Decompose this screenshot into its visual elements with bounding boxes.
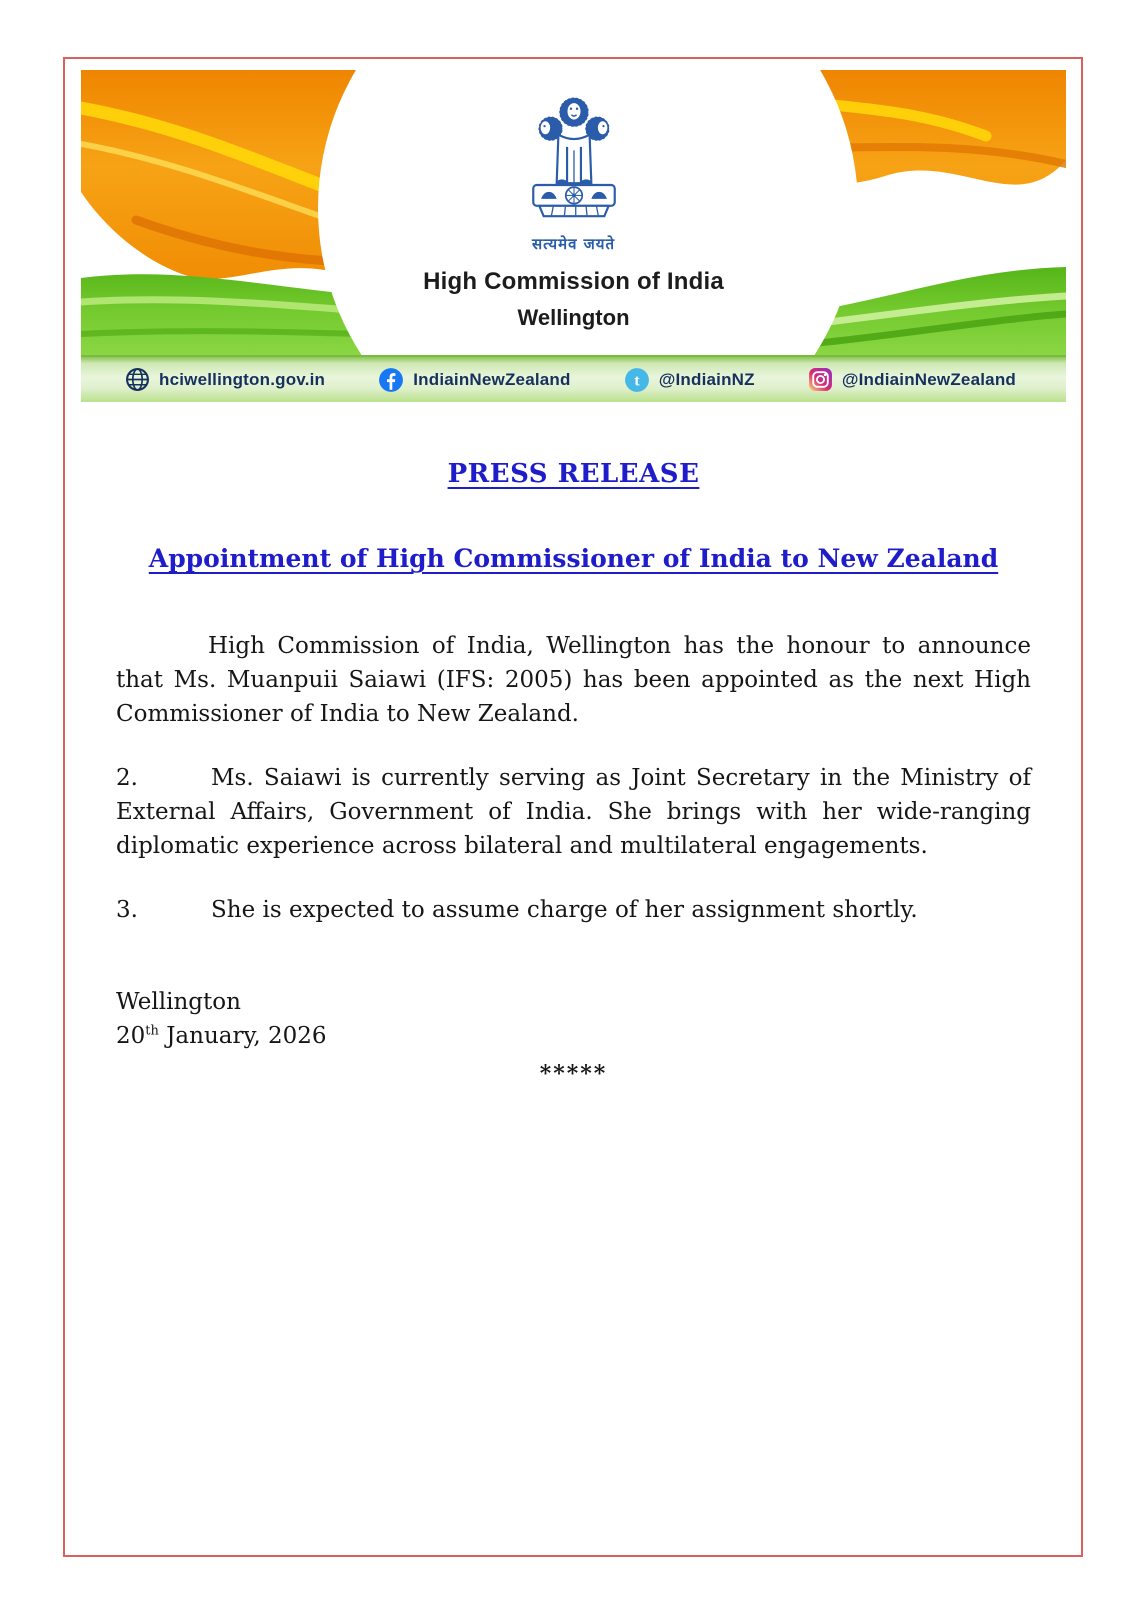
facebook-link[interactable] [378,367,570,393]
twitter-icon [624,367,650,393]
date-rest: January, 2026 [158,1023,327,1049]
lion-capital-emblem-icon [522,84,626,234]
press-release-body [65,402,1081,1087]
signature-block [116,985,1031,1053]
letterhead-banner [81,70,1066,402]
date-ordinal: th [145,1023,159,1039]
banner-city: Wellington [517,305,630,330]
banner-org-name: High Commission of India [423,268,724,295]
facebook-label: IndiainNewZealand [413,369,571,389]
paragraph-3-number: 3. [116,897,138,923]
document-page [63,57,1083,1557]
facebook-icon [378,367,404,393]
svg-text:t: t [634,370,640,389]
end-of-release-mark: ***** [539,1061,608,1087]
emblem-motto: सत्यमेव जयते [531,235,616,253]
paragraph-3-text: She is expected to assume charge of her assignment shortly. [211,897,918,923]
flag-wave-art [81,70,1066,355]
date-day: 20 [116,1023,146,1049]
website-link[interactable] [125,367,325,392]
paragraph-2 [116,761,1031,863]
social-bar [81,355,1066,402]
website-label: hciwellington.gov.in [159,369,326,389]
paragraph-2-number: 2. [116,765,138,791]
instagram-link[interactable] [808,367,1016,392]
instagram-icon [808,367,833,392]
signature-date [116,1019,1031,1053]
paragraph-1-text: High Commission of India, Wellington has the honour to announce that Ms. Muanpuii Saiawi (IFS: 2005) has been appointed as the next High Commissioner of India to New Zealand. [116,633,1031,727]
twitter-link[interactable] [624,367,755,393]
signature-place: Wellington [116,989,241,1015]
instagram-label: @IndiainNewZealand [841,369,1016,389]
page-title: PRESS RELEASE [447,459,700,489]
paragraph-2-text: Ms. Saiawi is currently serving as Joint Secretary in the Ministry of External Affairs, Government of India. She brings with her wide-ranging diplomatic experience across bilateral and multilateral engagements. [116,765,1031,859]
press-release-subject: Appointment of High Commissioner of India to New Zealand [148,544,999,573]
twitter-label: @IndiainNZ [658,369,755,389]
paragraph-1 [116,629,1031,731]
globe-icon [125,367,150,392]
paragraph-3 [116,893,1031,927]
